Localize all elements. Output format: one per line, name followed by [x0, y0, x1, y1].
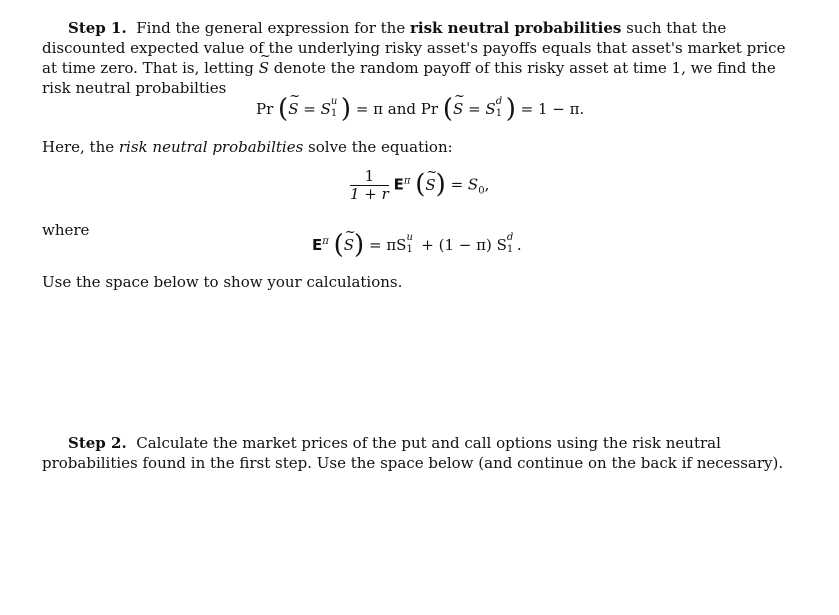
eq1-pr: Pr — [256, 100, 274, 118]
use-space-note: Use the space below to show your calculations. — [42, 273, 403, 291]
eq1-s-tilde: ~ S — [288, 100, 298, 118]
eq1-sub-1: 1 — [330, 108, 338, 119]
eq1-s-tilde-2: ~ S — [453, 100, 463, 118]
eq2-expectation: E — [393, 175, 404, 194]
eq2-rhs: = S — [450, 175, 479, 194]
eq1-pi-and: = π and — [355, 100, 417, 118]
eq2-pi: π — [403, 175, 411, 187]
eq3-sup-u: u — [406, 232, 413, 243]
eq2-rhs-sub: 0 — [478, 185, 485, 197]
step1-rest-line1: such that the discounted expected value of the underlying risky asset's payoffs equals that asset's market price at time zero. That is, letting — [42, 19, 786, 77]
here-suffix: solve the equation: — [308, 138, 453, 156]
eq1-equals-2: = — [468, 100, 481, 118]
eq3-sub-1: 1 — [406, 244, 413, 255]
eq1-tail: = 1 − π. — [520, 100, 585, 118]
step1-s-symbol: ~ S — [259, 58, 269, 78]
eq1-sup-d: d — [495, 96, 503, 107]
eq3-sup-d: d — [506, 232, 514, 243]
eq2-comma: , — [484, 175, 490, 194]
eq3-mid: = πS — [368, 236, 407, 254]
eq2-denominator: 1 + r — [350, 185, 389, 203]
here-line — [42, 137, 453, 157]
here-prefix: Here, the — [42, 138, 115, 156]
step2-paragraph — [42, 433, 787, 473]
eq1-s-down: S — [485, 100, 496, 118]
eq3-end: . — [516, 236, 522, 254]
step1-intro: Find the general expression for the — [136, 19, 406, 37]
eq3-sub-1-2: 1 — [506, 244, 514, 255]
eq3-expectation: E — [312, 236, 323, 254]
eq1-sub-1-2: 1 — [495, 108, 503, 119]
eq3-s-tilde: ~ S — [344, 236, 354, 254]
eq3-plus: + (1 − π) S — [421, 236, 507, 254]
equation-expectation: $E^\pi$ (~ S) = πS u 1 + (1 − π) S d 1 . — [312, 230, 522, 260]
step1-paragraph — [42, 18, 787, 98]
equation-probabilities: Pr (~ S = S u 1 ) = π and Pr (~ S = S d 1 ) = 1 − π. — [256, 94, 584, 124]
where-label: where — [42, 221, 90, 239]
step1-rest-line2: denote the random payoff of this risky asset at time 1, we find the risk neutral probabilties — [42, 59, 776, 97]
here-term: risk neutral probabilties — [118, 138, 304, 156]
step1-heading: Step 1. — [68, 19, 127, 37]
eq1-equals: = — [303, 100, 316, 118]
eq2-fraction — [350, 168, 389, 203]
eq2-s-tilde: ~ S — [425, 176, 435, 194]
eq1-pr2: Pr — [420, 100, 439, 118]
eq2-numerator: 1 — [350, 168, 389, 186]
step1-bold-term: risk neutral probabilities — [410, 19, 622, 37]
step2-text: Calculate the market prices of the put and call options using the risk neutral probabilities found in the first step. Use the space below (and continue on the back if necessary). — [42, 434, 784, 472]
equation-pricing: $\frac{1}{1 + r}$ $E^\pi$ (~ $S) = S_0$, — [350, 168, 489, 203]
eq1-sup-u: u — [330, 96, 338, 107]
eq1-s-up: S — [320, 100, 331, 118]
eq3-pi: π — [322, 236, 329, 247]
step2-heading: Step 2. — [68, 434, 127, 452]
